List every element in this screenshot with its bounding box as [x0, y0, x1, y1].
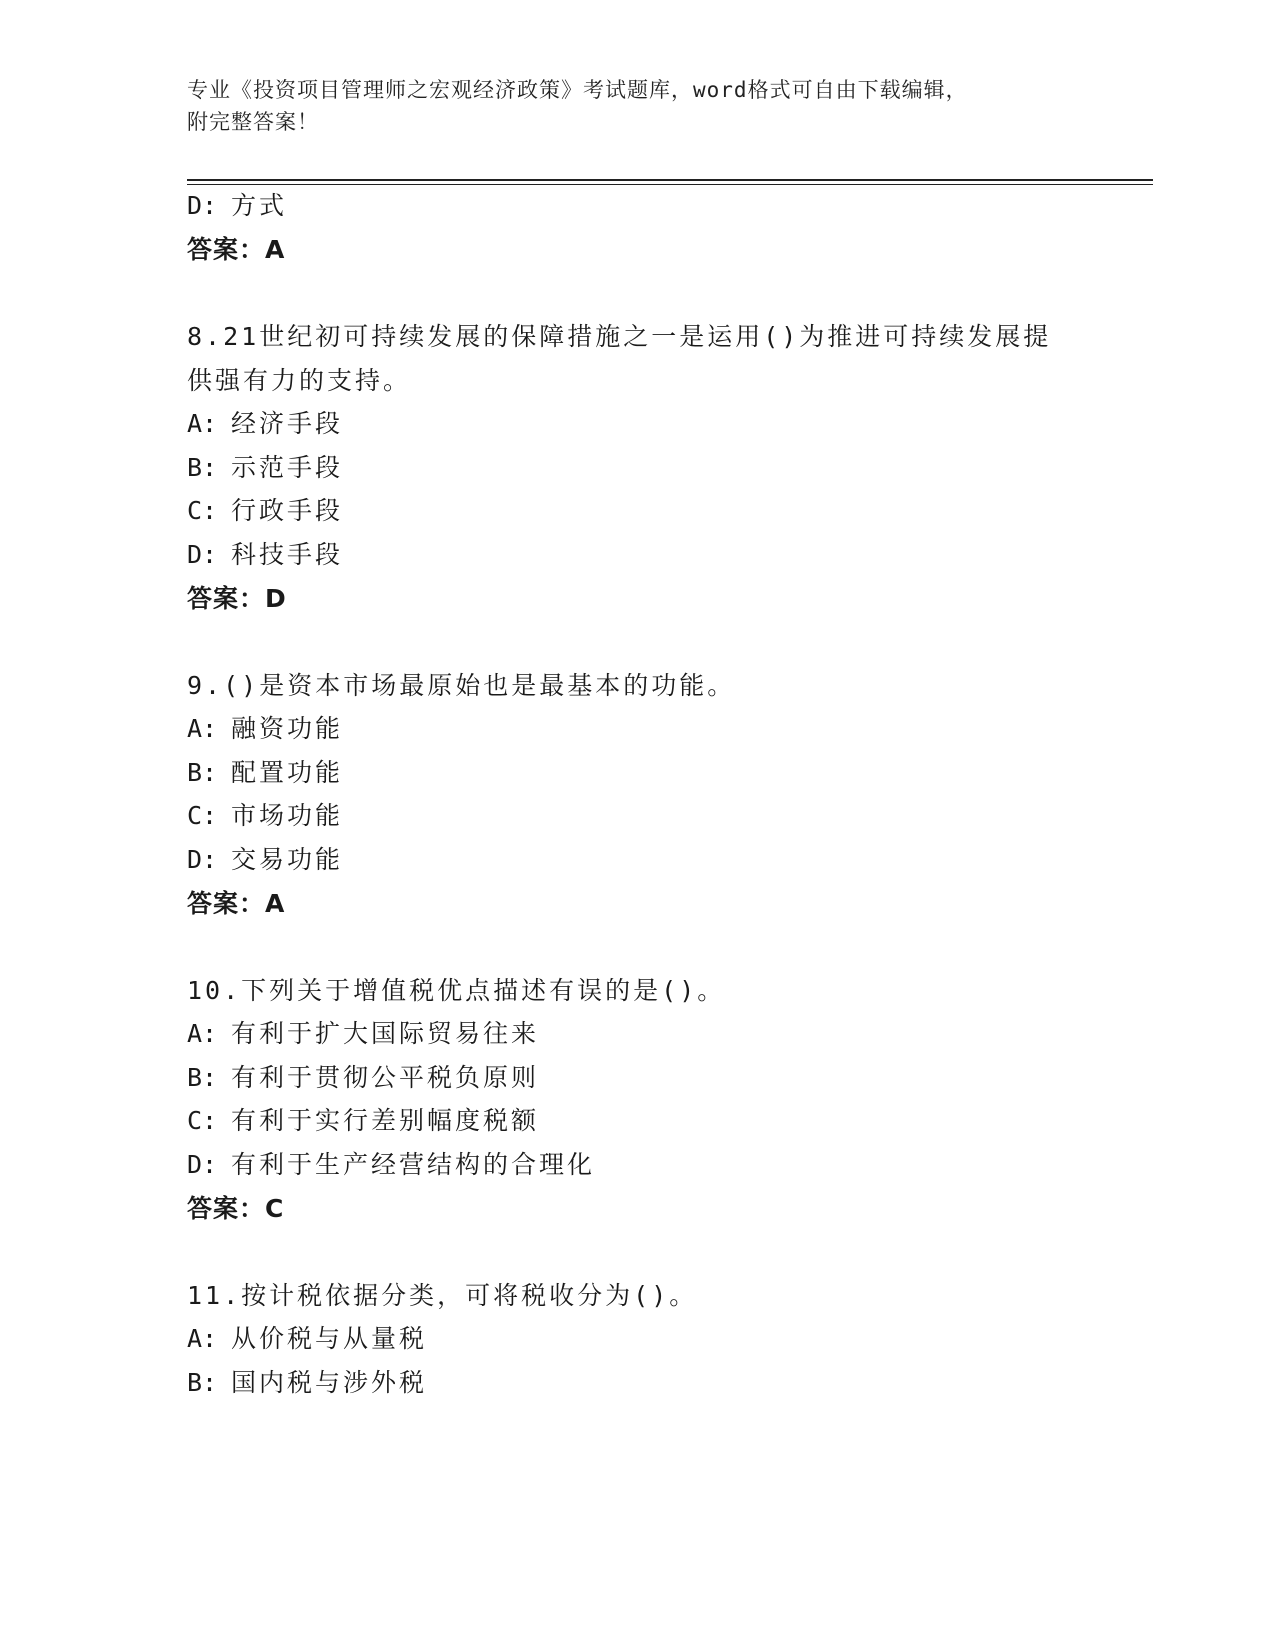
option-label: B: [187, 758, 218, 787]
option-text: 经济手段 [231, 409, 344, 438]
option-label: A: [187, 1324, 218, 1353]
option-text: 市场功能 [231, 801, 344, 830]
option-text: 配置功能 [231, 758, 344, 787]
page-header [187, 74, 1087, 138]
q11-option-a [187, 1323, 427, 1355]
q8-answer: 答案：D [187, 584, 287, 613]
option-text: 行政手段 [231, 496, 344, 525]
prev-option-d [187, 190, 287, 222]
option-label: C: [187, 801, 218, 830]
option-label: C: [187, 496, 218, 525]
option-label: B: [187, 453, 218, 482]
option-text: 有利于贯彻公平税负原则 [231, 1063, 540, 1092]
option-text: 融资功能 [231, 714, 344, 743]
option-label: D: [187, 845, 218, 874]
q11-option-b [187, 1367, 427, 1399]
q10-option-c [187, 1105, 539, 1137]
header-line-1: 专业《投资项目管理师之宏观经济政策》考试题库，word格式可自由下载编辑， [187, 78, 968, 102]
prev-answer: 答案：A [187, 235, 286, 264]
option-label: C: [187, 1106, 218, 1135]
option-text: 方式 [231, 191, 288, 220]
q9-option-b [187, 757, 343, 789]
option-text: 科技手段 [231, 540, 344, 569]
q9-answer: 答案：A [187, 889, 286, 918]
q9-option-d [187, 844, 343, 876]
option-label: A: [187, 409, 218, 438]
q8-option-a [187, 408, 343, 440]
option-text: 交易功能 [231, 845, 344, 874]
option-label: D: [187, 191, 218, 220]
q10-option-d [187, 1149, 595, 1181]
q9-option-a [187, 713, 343, 745]
q10-option-a [187, 1018, 539, 1050]
q8-option-b [187, 452, 343, 484]
q10-stem-line-1: 10.下列关于增值税优点描述有误的是()。 [187, 976, 726, 1005]
q10-option-b [187, 1062, 539, 1094]
header-line-2: 附完整答案！ [187, 110, 319, 134]
header-divider-thick [187, 179, 1153, 181]
option-text: 国内税与涉外税 [231, 1368, 428, 1397]
option-label: D: [187, 540, 218, 569]
q10-answer: 答案：C [187, 1194, 285, 1223]
q8-stem-line-2: 供强有力的支持。 [187, 366, 412, 395]
option-text: 示范手段 [231, 453, 344, 482]
option-text: 从价税与从量税 [231, 1324, 428, 1353]
q11-stem-line-1: 11.按计税依据分类，可将税收分为()。 [187, 1281, 698, 1310]
option-label: B: [187, 1368, 218, 1397]
q9-stem-line-1: 9.()是资本市场最原始也是最基本的功能。 [187, 671, 736, 700]
option-label: A: [187, 714, 218, 743]
option-text: 有利于生产经营结构的合理化 [231, 1150, 596, 1179]
q8-option-d [187, 539, 343, 571]
q9-option-c [187, 800, 343, 832]
option-label: D: [187, 1150, 218, 1179]
q8-option-c [187, 495, 343, 527]
option-text: 有利于扩大国际贸易往来 [231, 1019, 540, 1048]
header-divider-thin [187, 184, 1153, 185]
option-label: B: [187, 1063, 218, 1092]
q8-stem-line-1: 8.21世纪初可持续发展的保障措施之一是运用()为推进可持续发展提 [187, 322, 1052, 351]
option-text: 有利于实行差别幅度税额 [231, 1106, 540, 1135]
option-label: A: [187, 1019, 218, 1048]
